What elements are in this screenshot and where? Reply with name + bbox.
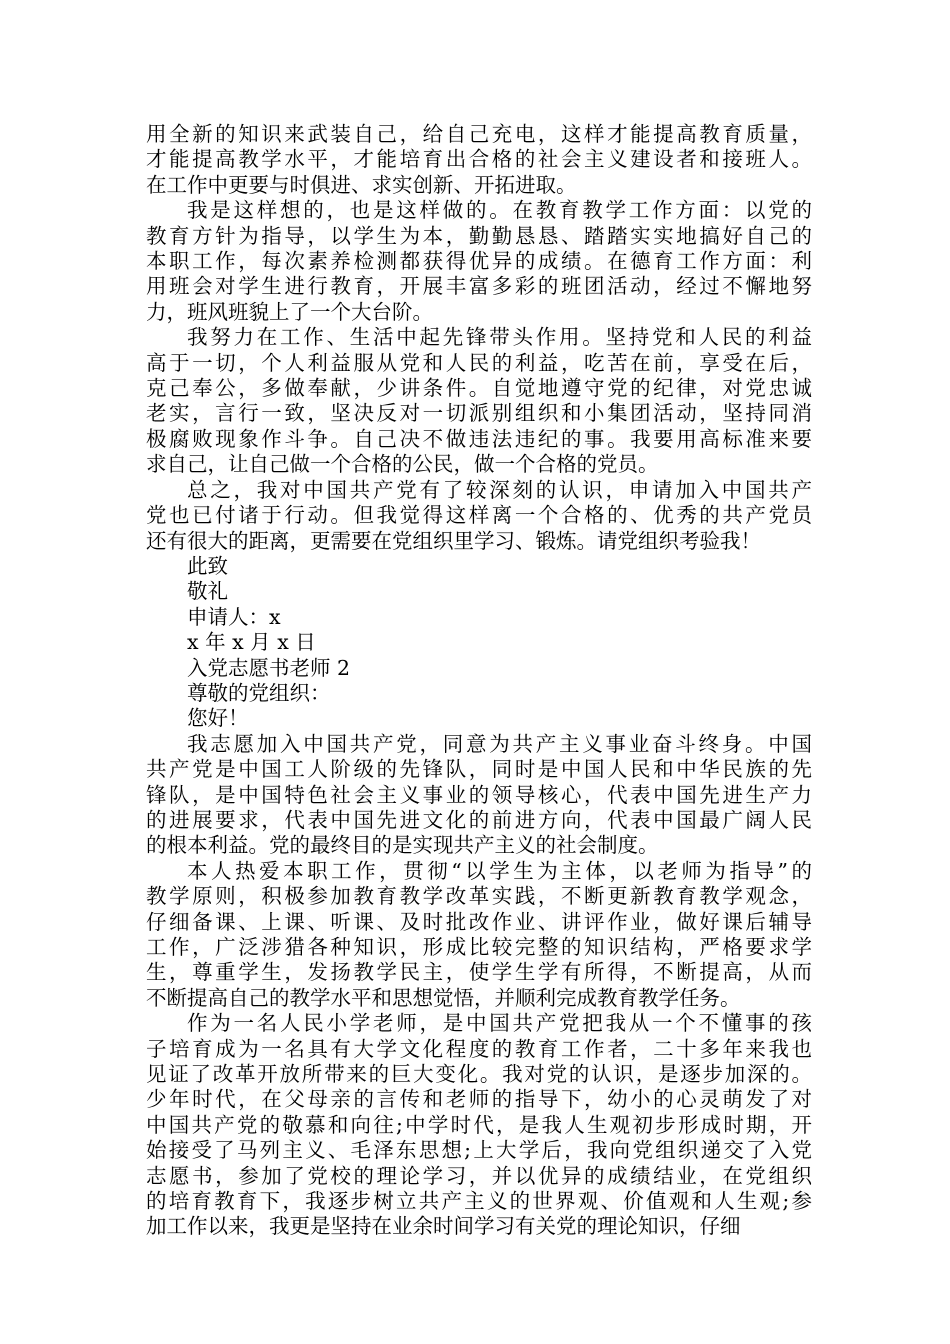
paragraph	[146, 656, 812, 681]
text-line: 加工作以来，我更是坚持在业余时间学习有关党的理论知识，仔细	[146, 1214, 741, 1239]
document-body	[146, 122, 816, 1240]
text-line: 此致	[187, 553, 228, 578]
text-line: 锋队，是中国特色社会主义事业的领导核心，代表中国先进生产力	[146, 782, 815, 807]
text-line: 在工作中更要与时俱进、求实创新、开拓进取。	[146, 172, 577, 197]
paragraph	[146, 477, 815, 554]
text-line: 共产党是中国工人阶级的先锋队，同时是中国人民和中华民族的先	[146, 757, 815, 782]
paragraph	[146, 630, 812, 655]
text-line: 高于一切，个人利益服从党和人民的利益，吃苦在前，享受在后，	[146, 350, 815, 375]
text-line: 极腐败现象作斗争。自己决不做违法违纪的事。我要用高标准来要	[146, 426, 815, 451]
document-page	[146, 122, 816, 1240]
text-line: 克己奉公，多做奉献，少讲条件。自觉地遵守党的纪律，对党忠诚	[146, 376, 815, 401]
text-line: x 年 x 月 x 日	[187, 630, 316, 655]
text-line: 尊敬的党组织：	[187, 680, 331, 705]
paragraph	[146, 325, 815, 477]
text-line: 始接受了马列主义、毛泽东思想;上大学后，我向党组织递交了入党	[146, 1138, 815, 1163]
paragraph	[146, 579, 812, 604]
text-line: 教学原则，积极参加教育教学改革实践，不断更新教育教学观念，	[146, 884, 815, 909]
text-line: 力，班风班貌上了一个大台阶。	[146, 299, 433, 324]
text-line: 中国共产党的敬慕和向往;中学时代，是我人生观初步形成时期，开	[146, 1112, 815, 1137]
text-line: 我志愿加入中国共产党，同意为共产主义事业奋斗终身。中国	[187, 731, 815, 756]
text-line: 申请人：x	[187, 604, 281, 629]
text-line: 求自己，让自己做一个合格的公民，做一个合格的党员。	[146, 452, 659, 477]
text-line: 子培育成为一名具有大学文化程度的教育工作者，二十多年来我也	[146, 1036, 815, 1061]
text-line: 用班会对学生进行教育，开展丰富多彩的班团活动，经过不懈地努	[146, 274, 815, 299]
text-line: 老实，言行一致，坚决反对一切派别组织和小集团活动，坚持同消	[146, 401, 815, 426]
text-line: 志愿书，参加了党校的理论学习，并以优异的成绩结业，在党组织	[146, 1163, 815, 1188]
text-line: 还有很大的距离，更需要在党组织里学习、锻炼。请党组织考验我！	[146, 528, 761, 553]
text-line: 我是这样想的，也是这样做的。在教育教学工作方面：以党的	[187, 198, 815, 223]
text-line: 生，尊重学生，发扬教学民主，使学生学有所得，不断提高，从而	[146, 960, 815, 985]
text-line: 才能提高教学水平，才能培育出合格的社会主义建设者和接班人。	[146, 147, 815, 172]
paragraph	[146, 681, 812, 706]
text-line: 不断提高自己的教学水平和思想觉悟，并顺利完成教育教学任务。	[146, 985, 741, 1010]
text-line: 仔细备课、上课、听课、及时批改作业、讲评作业，做好课后辅导	[146, 909, 815, 934]
text-line: 敬礼	[187, 579, 228, 604]
text-line: 作为一名人民小学老师，是中国共产党把我从一个不懂事的孩	[187, 1011, 815, 1036]
text-line: 见证了改革开放所带来的巨大变化。我对党的认识，是逐步加深的。	[146, 1062, 814, 1087]
text-line: 您好！	[187, 706, 249, 731]
paragraph	[146, 122, 815, 198]
text-line: 本职工作，每次素养检测都获得优异的成绩。在德育工作方面：利	[146, 249, 815, 274]
text-line: 工作，广泛涉猎各种知识，形成比较完整的知识结构，严格要求学	[146, 935, 815, 959]
text-line: 少年时代，在父母亲的言传和老师的指导下，幼小的心灵萌发了对	[146, 1087, 815, 1112]
text-line: 用全新的知识来武装自己，给自己充电，这样才能提高教育质量，	[146, 122, 815, 146]
paragraph	[146, 554, 812, 579]
text-line: 的培育教育下，我逐步树立共产主义的世界观、价值观和人生观;参	[146, 1189, 815, 1214]
paragraph	[146, 706, 812, 731]
text-line: 本人热爱本职工作，贯彻“以学生为主体，以老师为指导”的	[187, 858, 816, 883]
text-line: 的进展要求，代表中国先进文化的前进方向，代表中国最广阔人民	[146, 807, 815, 832]
text-line: 入党志愿书老师 2	[187, 655, 351, 680]
paragraph	[146, 1011, 815, 1240]
paragraph	[146, 198, 815, 325]
text-line: 我努力在工作、生活中起先锋带头作用。坚持党和人民的利益	[187, 325, 815, 350]
text-line: 的根本利益。党的最终目的是实现共产主义的社会制度。	[146, 833, 659, 858]
paragraph	[146, 605, 812, 630]
text-line: 总之，我对中国共产党有了较深刻的认识，申请加入中国共产	[187, 477, 815, 502]
text-line: 教育方针为指导，以学生为本，勤勤恳恳、踏踏实实地搞好自己的	[146, 223, 815, 248]
paragraph	[146, 731, 815, 859]
text-line: 党也已付诸于行动。但我觉得这样离一个合格的、优秀的共产党员	[146, 503, 815, 528]
paragraph	[146, 858, 816, 1011]
